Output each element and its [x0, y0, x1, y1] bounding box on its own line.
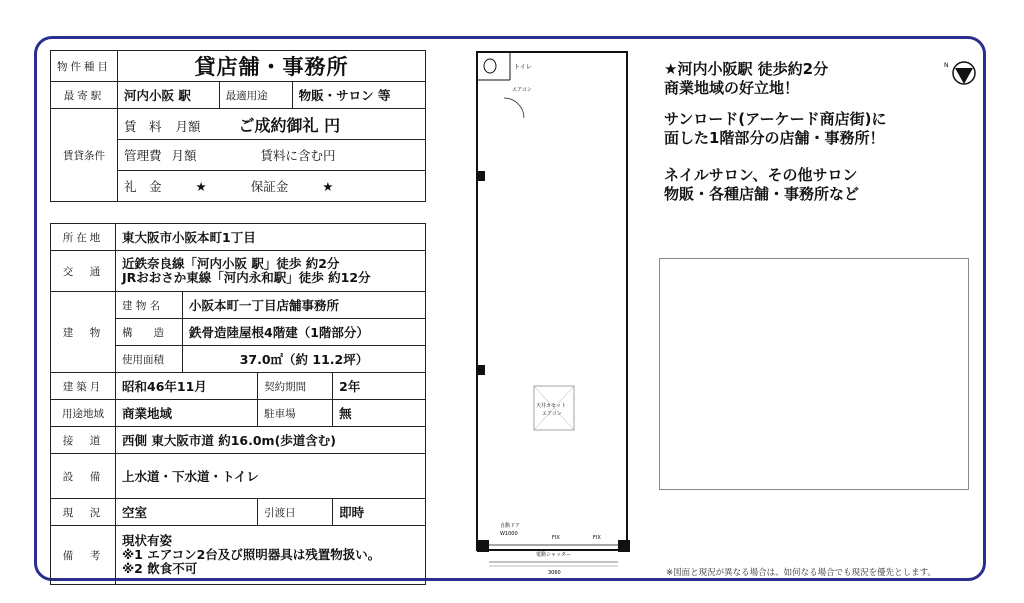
highlight-block-3 — [664, 166, 859, 204]
address-label: 所在地 — [51, 224, 116, 251]
fix-text-2: FIX — [593, 535, 601, 541]
type-label: 物件種目 — [51, 51, 118, 82]
area-label: 使用面積 — [116, 346, 183, 373]
road-label: 接 道 — [51, 427, 116, 454]
remarks-line-2: ※1 エアコン2台及び照明器具は残置物扱い。 — [122, 547, 381, 562]
width-dimension: 3060 — [548, 570, 561, 576]
floor-plan — [470, 40, 640, 580]
struct-label: 構 造 — [116, 319, 183, 346]
rent-row — [118, 109, 426, 140]
mgmt-value: 賃料に含む円 — [260, 148, 336, 163]
status-value: 空室 — [116, 499, 258, 526]
door-swing — [504, 98, 524, 118]
highlight-line-2: 商業地域の好立地！ — [664, 79, 800, 97]
status-label: 現 況 — [51, 499, 116, 526]
footnote: ※図面と現況が異なる場合は、如何なる場合でも現況を優先とします。 — [666, 568, 936, 578]
auto-door-text-1: 自動ドア — [500, 523, 520, 529]
floor-outline — [477, 52, 627, 550]
access-label: 交 通 — [51, 251, 116, 292]
property-details-table — [50, 223, 426, 585]
access-value — [116, 251, 426, 292]
road-value: 西側 東大阪市道 約16.0m(歩道含む) — [116, 427, 426, 454]
remarks-line-1: 現状有姿 — [122, 533, 173, 548]
highlight-line-3: サンロード(アーケード商店街)に — [664, 110, 887, 128]
bname-value: 小阪本町一丁目店舗事務所 — [183, 292, 426, 319]
remarks-label: 備 考 — [51, 526, 116, 585]
highlight-block-1 — [664, 60, 828, 98]
corner-pillar-right — [618, 540, 630, 552]
highlight-line-6: 物販・各種店舗・事務所など — [664, 185, 860, 203]
remarks-line-3: ※2 飲食不可 — [122, 561, 198, 576]
key-money-label: 礼 金 — [124, 179, 162, 194]
mgmt-unit: 月額 — [171, 148, 197, 163]
ceiling-ac-text-2: エアコン — [542, 411, 562, 417]
equipment-value: 上水道・下水道・トイレ — [116, 454, 426, 499]
address-value: 東大阪市小阪本町1丁目 — [116, 224, 426, 251]
pillar-1 — [477, 171, 485, 181]
rent-value: ご成約御礼 円 — [238, 115, 341, 135]
zone-value: 商業地域 — [116, 400, 258, 427]
built-label: 建築月 — [51, 373, 116, 400]
ceiling-ac-text-1: 天井カセット — [536, 403, 567, 409]
zone-label: 用途地域 — [51, 400, 116, 427]
pillar-2 — [477, 365, 485, 375]
lease-section-label: 賃貸条件 — [51, 109, 118, 202]
property-type: 貸店舗・事務所 — [118, 51, 426, 82]
parking-value: 無 — [333, 400, 426, 427]
station-label: 最寄駅 — [51, 82, 118, 109]
highlight-line-1: ★河内小阪駅 徒歩約2分 — [664, 60, 829, 78]
use-value: 物販・サロン 等 — [292, 82, 425, 109]
auto-door-text-2: W1000 — [500, 531, 518, 537]
toilet-text: トイレ — [514, 64, 532, 71]
mgmt-label: 管理費 — [124, 148, 162, 163]
building-label: 建 物 — [51, 292, 116, 373]
rent-label: 賃 料 — [124, 118, 162, 134]
highlight-block-2 — [664, 110, 887, 148]
parking-label: 駐車場 — [258, 400, 333, 427]
access-line-2: JRおおさか東線「河内永和駅」徒歩 約12分 — [122, 270, 371, 285]
highlight-line-4: 面した1階部分の店舗・事務所！ — [664, 129, 885, 147]
term-label: 契約期間 — [258, 373, 333, 400]
deposit-value: ★ — [322, 179, 334, 194]
bname-label: 建 物 名 — [116, 292, 183, 319]
corner-pillar-left — [477, 540, 489, 552]
aircon-text: エアコン — [512, 87, 532, 93]
access-line-1: 近鉄奈良線「河内小阪 駅」徒歩 約2分 — [122, 256, 340, 271]
key-money-value: ★ — [195, 179, 207, 194]
lease-summary-table — [50, 50, 426, 202]
handover-value: 即時 — [333, 499, 426, 526]
compass-icon — [944, 58, 978, 88]
toilet-icon — [484, 59, 496, 73]
term-value: 2年 — [333, 373, 426, 400]
compass-north-label: N — [944, 62, 949, 69]
mgmt-row — [118, 140, 426, 171]
area-value: 37.0㎡（約 11.2坪） — [183, 346, 426, 373]
deposit-row — [118, 171, 426, 202]
highlight-line-5: ネイルサロン、その他サロン — [664, 166, 858, 184]
use-label: 最適用途 — [219, 82, 292, 109]
built-value: 昭和46年11月 — [116, 373, 258, 400]
station-value: 河内小阪 駅 — [118, 82, 220, 109]
fix-text-1: FIX — [552, 535, 560, 541]
equipment-label: 設 備 — [51, 454, 116, 499]
handover-label: 引渡日 — [258, 499, 333, 526]
rent-unit: 月額 — [175, 118, 201, 134]
deposit-label: 保証金 — [250, 179, 289, 194]
shutter-text: 電動シャッター — [536, 552, 571, 558]
photo-placeholder — [659, 258, 969, 490]
struct-value: 鉄骨造陸屋根4階建（1階部分） — [183, 319, 426, 346]
remarks-value — [116, 526, 426, 585]
